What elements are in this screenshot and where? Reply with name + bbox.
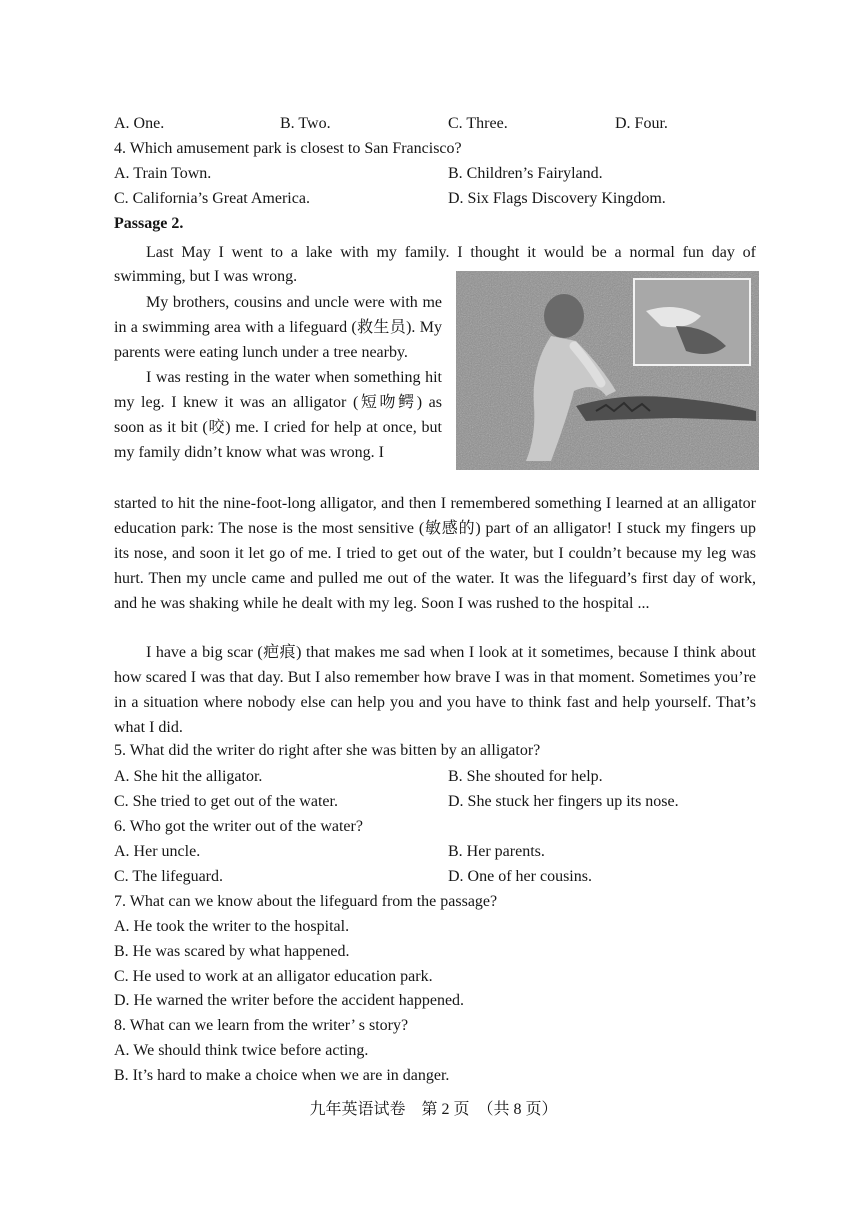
- passage-paragraph-3-continued: [114, 491, 756, 616]
- passage-wrap-block: [114, 290, 442, 465]
- passage-paragraph-3-rest: started to hit the nine-foot-long alligator, and then I remembered something I learned at an alligator education park: The nose is the most sensitive (敏感的) part of an alligator! I stuck my fingers up its nose, and soon it let go of me. I tried to get out of the water, but I couldn’t because my leg was hurt. Then my uncle came and pulled me out of the water. It was the lifeguard’s first day of work, and he was shaking while he dealt with my leg. Soon I was rushed to the hospital ...: [114, 495, 756, 612]
- q5-option-b: B. She shouted for help.: [448, 768, 603, 785]
- q7-option-d: D. He warned the writer before the accident happened.: [114, 992, 465, 1009]
- q5-option-d: D. She stuck her fingers up its nose.: [448, 793, 679, 810]
- q8-option-b: B. It’s hard to make a choice when we are in danger.: [114, 1067, 450, 1084]
- q6-option-a: A. Her uncle.: [114, 843, 201, 860]
- q7-option-c: C. He used to work at an alligator education park.: [114, 968, 433, 985]
- passage-paragraph-4-block: [114, 640, 756, 740]
- passage-paragraph-4: I have a big scar (疤痕) that makes me sad when I look at it sometimes, because I think about how scared I was that day. But I also remember how brave I was in that moment. Sometimes you’re in a situation where nobody else can help you and you have to think fast and help yourself. That’s what I did.: [114, 644, 756, 736]
- q7-question: 7. What can we know about the lifeguard from the passage?: [114, 893, 498, 910]
- page-footer: 九年英语试卷 第 2 页 （共 8 页）: [309, 1101, 558, 1118]
- q8-option-a: A. We should think twice before acting.: [114, 1042, 369, 1059]
- q6-option-c: C. The lifeguard.: [114, 868, 224, 885]
- alligator-photo: [456, 271, 759, 470]
- passage-title: Passage 2.: [114, 215, 184, 232]
- q5-option-c: C. She tried to get out of the water.: [114, 793, 338, 810]
- passage-paragraph-2: My brothers, cousins and uncle were with me in a swimming area with a lifeguard (救生员). My parents were eating lunch under a tree nearby.: [114, 294, 442, 361]
- passage-paragraph-1: [114, 240, 756, 265]
- alligator-photo-illustration: [456, 271, 759, 470]
- q8-question: 8. What can we learn from the writer’ s story?: [114, 1017, 409, 1034]
- passage-paragraph-1-line-1: Last May I went to a lake with my family. I thought it would be a normal fun day of: [146, 244, 756, 261]
- q4-question: 4. Which amusement park is closest to San Francisco?: [114, 140, 462, 157]
- q6-option-d: D. One of her cousins.: [448, 868, 592, 885]
- q6-question: 6. Who got the writer out of the water?: [114, 818, 363, 835]
- q6-option-b: B. Her parents.: [448, 843, 545, 860]
- q3-option-c: C. Three.: [448, 115, 508, 132]
- passage-paragraph-3-start: I was resting in the water when something hit my leg. I knew it was an alligator (短吻鳄) as soon as it bit (咬) me. I cried for help at once, but my family didn’t know what was wrong. I: [114, 369, 442, 461]
- q5-option-a: A. She hit the alligator.: [114, 768, 263, 785]
- q7-option-b: B. He was scared by what happened.: [114, 943, 350, 960]
- q4-option-d: D. Six Flags Discovery Kingdom.: [448, 190, 666, 207]
- q3-option-a: A. One.: [114, 115, 165, 132]
- q4-option-b: B. Children’s Fairyland.: [448, 165, 603, 182]
- q3-option-b: B. Two.: [280, 115, 331, 132]
- passage-paragraph-1-line-2: swimming, but I was wrong.: [114, 268, 298, 285]
- q5-question: 5. What did the writer do right after she was bitten by an alligator?: [114, 742, 541, 759]
- q3-option-d: D. Four.: [615, 115, 668, 132]
- q7-option-a: A. He took the writer to the hospital.: [114, 918, 350, 935]
- q4-option-a: A. Train Town.: [114, 165, 212, 182]
- q4-option-c: C. California’s Great America.: [114, 190, 310, 207]
